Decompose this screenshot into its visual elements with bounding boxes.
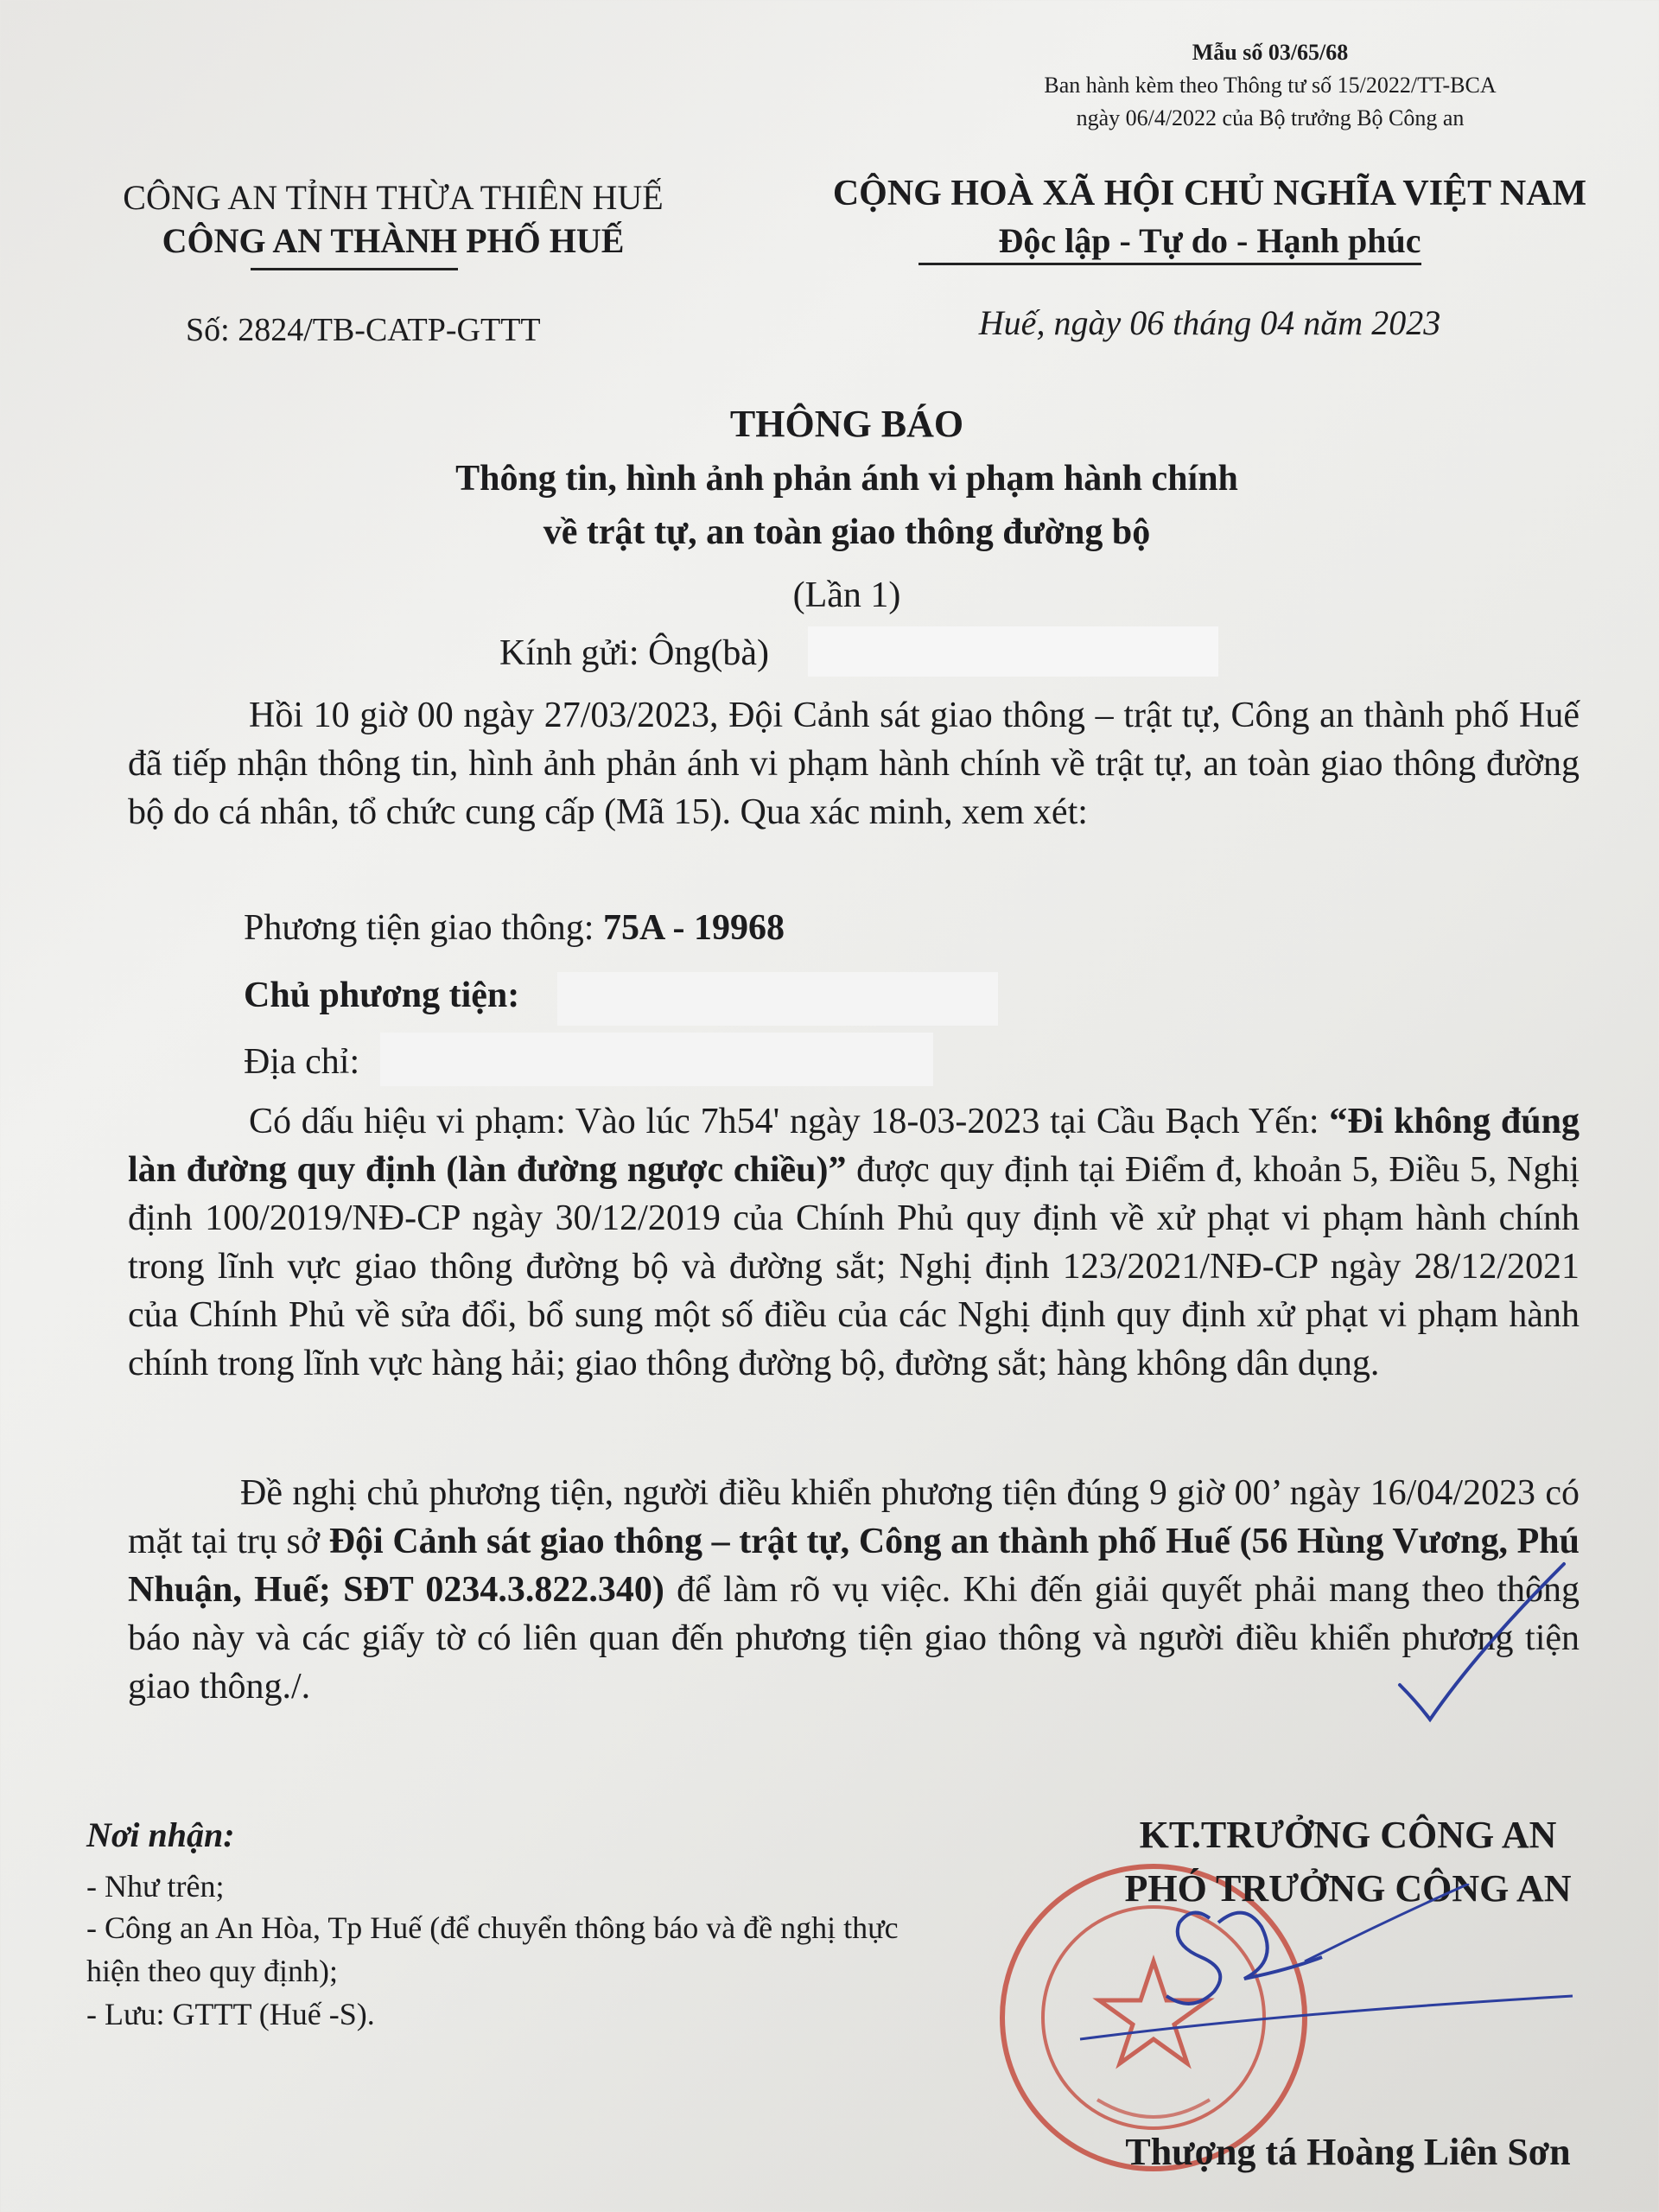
vehicle-label: Phương tiện giao thông: [244,908,603,948]
paragraph-violation [128,1097,1580,1388]
doc-number: Số: 2824/TB-CATP-GTTT [186,312,541,348]
violation-description: “Đi không đúng làn đường quy định (làn đường ngược chiều)” [128,1102,1580,1190]
recipient-item: - Như trên; [86,1869,225,1904]
vehicle-plate: 75A - 19968 [602,908,785,948]
redacted-recipient-name [808,626,1218,677]
agency-parent: CÔNG AN TỈNH THỪA THIÊN HUẾ [123,178,664,217]
agency-underline [251,268,458,270]
form-issued-with: Ban hành kèm theo Thông tư số 15/2022/TT-BCA [1044,73,1497,98]
signature-title-1: KT.TRƯỞNG CÔNG AN [1139,1814,1557,1856]
request-office: Đội Cảnh sát giao thông – trật tự, Công an thành phố Huế (56 Hùng Vương, Phú Nhuận, Huế; SĐT 0234.3.822.340) [128,1522,1580,1610]
owner-label: Chủ phương tiện: [244,976,520,1015]
motto: Độc lập - Tự do - Hạnh phúc [998,221,1421,260]
signer-name: Thượng tá Hoàng Liên Sơn [1125,2131,1571,2173]
doc-subtitle-1: Thông tin, hình ảnh phản ánh vi phạm hành chính [455,459,1238,499]
form-code: Mẫu số 03/65/68 [1192,40,1349,65]
address-line [244,1041,359,1083]
owner-line [244,975,519,1016]
address-label: Địa chỉ: [244,1042,360,1082]
attempt-number: (Lần 1) [792,575,901,615]
request-lead: Đề nghị chủ phương tiện, người điều khiển phương tiện đúng 9 giờ 00’ ngày 16/04/2023 có mặt tại trụ sở [128,1473,1580,1561]
violation-legal-basis: được quy định tại Điểm đ, khoản 5, Điều 5, Nghị định 100/2019/NĐ-CP ngày 30/12/2019 của Chính Phủ quy định về xử phạt vi phạm hành chính trong lĩnh vực giao thông đường bộ và đường sắt; Nghị định 123/2021/NĐ-CP ngày 28/12/2021 của Chính Phủ về sửa đổi, bổ sung một số điều của các Nghị định quy định xử phạt vi phạm hành chính trong lĩnh vực hàng hải; giao thông đường bộ, đường sắt; hàng không dân dụng. [128,1150,1580,1383]
agency-name: CÔNG AN THÀNH PHỐ HUẾ [162,221,625,260]
recipient-item: - Công an An Hòa, Tp Huế (để chuyển thông báo và đề nghị thực hiện theo quy định); [86,1910,899,1988]
handwritten-signature [1063,1884,1599,2065]
place-date: Huế, ngày 06 tháng 04 năm 2023 [978,303,1441,342]
doc-subtitle-2: về trật tự, an toàn giao thông đường bộ [543,512,1151,552]
doc-title: THÔNG BÁO [729,403,964,445]
paragraph-request [128,1469,1580,1711]
redacted-owner [557,972,998,1026]
recipient-item: - Lưu: GTTT (Huế -S). [86,1997,375,2031]
form-note [933,36,1607,135]
vehicle-line [244,907,785,949]
recipients-title: Nơi nhận: [86,1815,235,1854]
paragraph-intro: Hồi 10 giờ 00 ngày 27/03/2023, Đội Cảnh sát giao thông – trật tự, Công an thành phố Huế đã tiếp nhận thông tin, hình ảnh phản ánh vi phạm hành chính về trật tự, an toàn giao thông đường bộ do cá nhân, tổ chức cung cấp (Mã 15). Qua xác minh, xem xét: [128,696,1580,832]
nation-title: CỘNG HOÀ XÃ HỘI CHỦ NGHĨA VIỆT NAM [832,174,1587,213]
redacted-address [380,1033,933,1086]
greeting: Kính gửi: Ông(bà) [499,633,770,673]
signature-title-2: PHÓ TRƯỞNG CÔNG AN [1124,1867,1572,1910]
request-rest: để làm rõ vụ việc. Khi đến giải quyết phải mang theo thông báo này và các giấy tờ có liên quan đến phương tiện giao thông và người điều khiển phương tiện giao thông./. [128,1570,1580,1707]
check-mark-icon [1382,1555,1573,1728]
motto-underline [918,263,1421,265]
form-issued-date: ngày 06/4/2022 của Bộ trưởng Bộ Công an [1076,105,1465,130]
violation-lead: Có dấu hiệu vi phạm: Vào lúc 7h54' ngày 18-03-2023 tại Cầu Bạch Yến: [249,1102,1330,1141]
